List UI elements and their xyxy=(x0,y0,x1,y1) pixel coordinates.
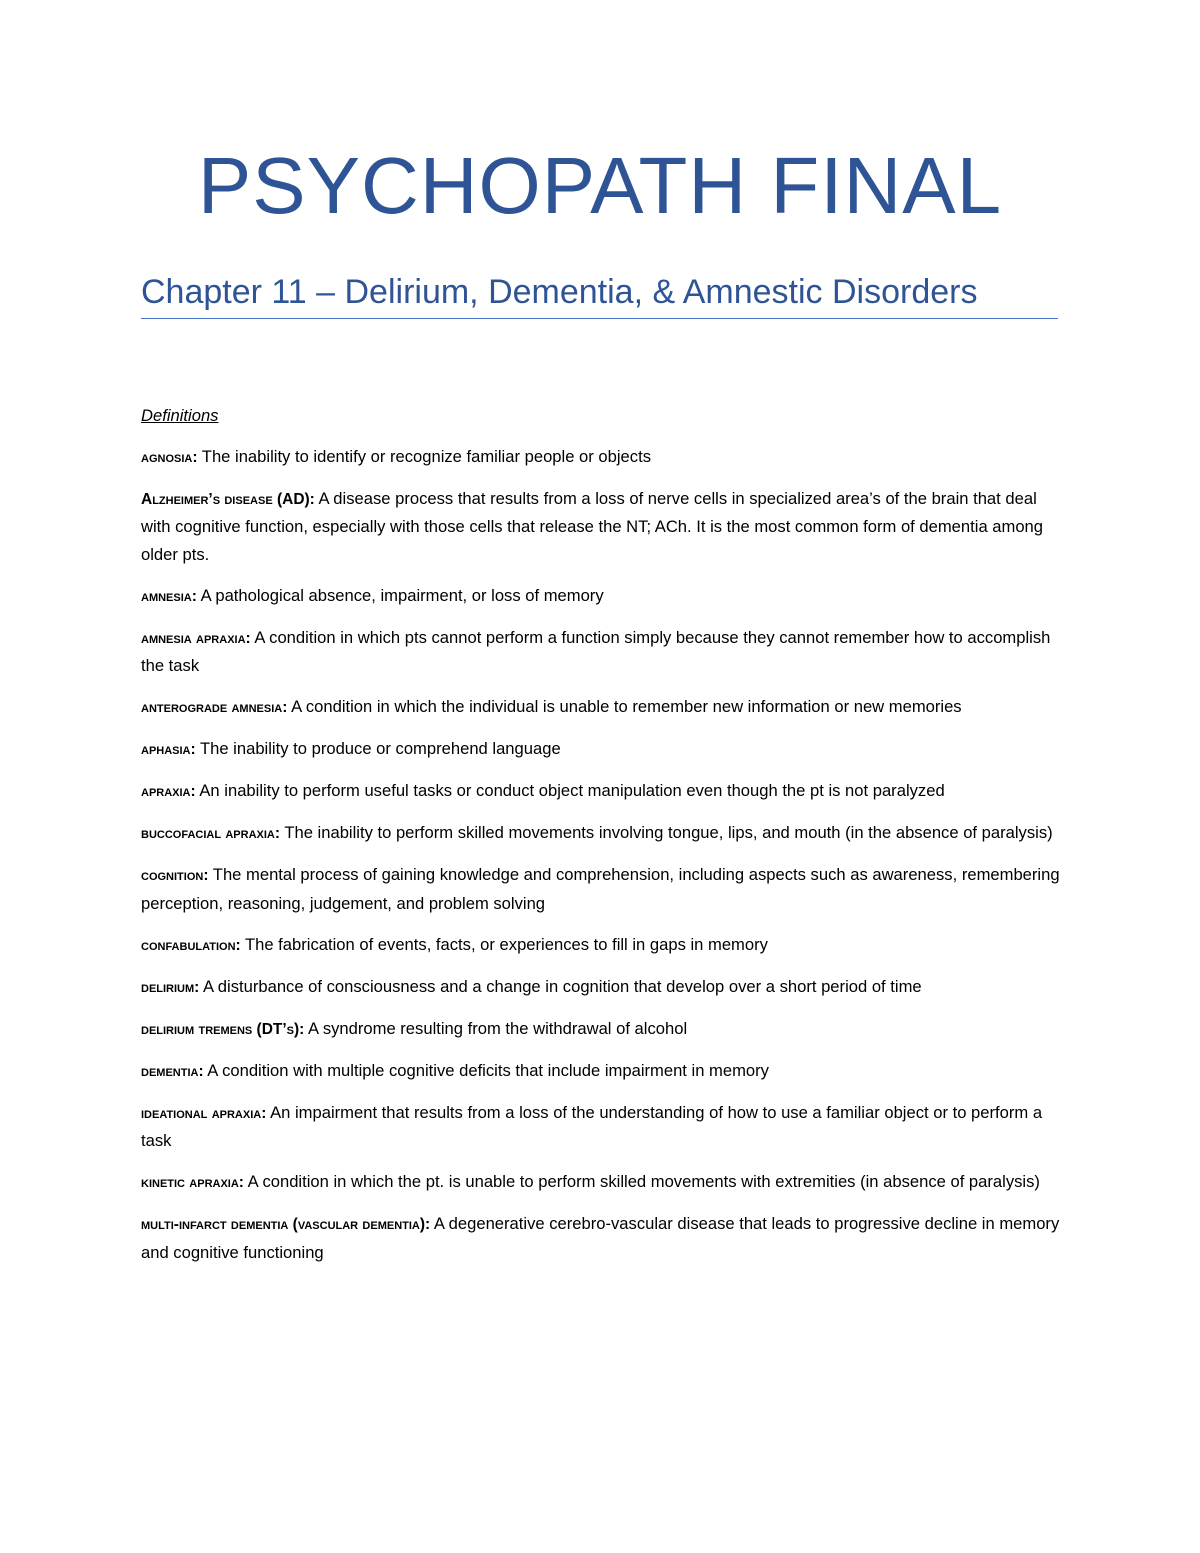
definition-text: A condition with multiple cognitive deficits that include impairment in memory xyxy=(203,1060,769,1080)
definition-item xyxy=(141,1057,1066,1086)
definition-term: amnesia: xyxy=(141,587,197,605)
definition-term: confabulation: xyxy=(141,936,241,954)
definition-text: A condition in which the pt. is unable to perform skilled movements with extremities (in absence of paralysis) xyxy=(243,1172,1040,1191)
definition-item xyxy=(141,1168,1066,1197)
definition-item xyxy=(141,624,1066,680)
definition-term: dementia: xyxy=(141,1062,204,1080)
chapter-heading: Chapter 11 – Delirium, Dementia, & Amnestic Disorders xyxy=(141,272,1058,319)
definition-item xyxy=(141,861,1066,917)
definition-text: A pathological absence, impairment, or loss of memory xyxy=(196,585,604,605)
definition-term: cognition: xyxy=(141,867,209,884)
definition-text: The inability to perform skilled movements involving tongue, lips, and mouth (in the absence of paralysis) xyxy=(280,823,1053,842)
definition-item xyxy=(141,1210,1066,1266)
definition-text: A disturbance of consciousness and a change in cognition that develop over a short period of time xyxy=(199,976,922,996)
definition-term: agnosia: xyxy=(141,448,198,466)
definition-term: multi-infarct dementia (vascular dementia): xyxy=(141,1216,431,1233)
definition-term: Alzheimer’s disease (AD): xyxy=(141,490,315,508)
definition-text: The inability to identify or recognize familiar people or objects xyxy=(197,446,651,466)
definition-term: anterograde amnesia: xyxy=(141,699,288,716)
definition-item xyxy=(141,735,1066,764)
definition-term: apraxia: xyxy=(141,783,196,800)
definition-text: A condition in which pts cannot perform a function simply because they cannot remember how to accomplish the task xyxy=(141,627,1051,675)
definition-item xyxy=(141,443,1066,472)
definition-item xyxy=(141,931,1066,960)
definition-term: aphasia: xyxy=(141,741,196,758)
definition-item xyxy=(141,693,1066,722)
definition-text: The fabrication of events, facts, or experiences to fill in gaps in memory xyxy=(240,934,768,954)
definition-term: ideational apraxia: xyxy=(141,1104,267,1122)
definition-term: delirium: xyxy=(141,978,200,996)
definition-item xyxy=(141,777,1066,806)
definition-text: A degenerative cerebro-vascular disease that leads to progressive decline in memory and cognitive functioning xyxy=(141,1214,1060,1262)
definition-term: delirium tremens (DT’s): xyxy=(141,1020,305,1038)
definition-item xyxy=(141,485,1066,569)
definition-item xyxy=(141,1099,1066,1155)
definition-item xyxy=(141,819,1066,848)
definition-term: amnesia apraxia: xyxy=(141,629,251,647)
definition-text: A condition in which the individual is unable to remember new information or new memories xyxy=(287,697,962,716)
definition-text: A syndrome resulting from the withdrawal of alcohol xyxy=(304,1018,688,1038)
document-title: PSYCHOPATH FINAL xyxy=(197,141,1003,230)
definition-term: kinetic apraxia: xyxy=(141,1174,244,1191)
definition-text: The mental process of gaining knowledge and comprehension, including aspects such as awareness, remembering perception, reasoning, judgement, and problem solving xyxy=(141,865,1060,913)
definition-item xyxy=(141,582,1066,611)
definition-text: An impairment that results from a loss of the understanding of how to use a familiar object or to perform a task xyxy=(141,1102,1043,1150)
document-body xyxy=(141,402,1066,1280)
section-heading: Definitions xyxy=(141,406,219,425)
definition-text: An inability to perform useful tasks or conduct object manipulation even though the pt is not paralyzed xyxy=(195,781,945,800)
definition-item xyxy=(141,1015,1066,1044)
definitions-list xyxy=(141,443,1066,1267)
definition-text: A disease process that results from a loss of nerve cells in specialized area’s of the brain that deal with cognitive function, especially with those cells that release the NT; ACh. It is the most common form of dementia among older pts. xyxy=(141,488,1044,564)
definition-item xyxy=(141,973,1066,1002)
definition-term: buccofacial apraxia: xyxy=(141,825,281,842)
definition-text: The inability to produce or comprehend language xyxy=(195,739,561,758)
